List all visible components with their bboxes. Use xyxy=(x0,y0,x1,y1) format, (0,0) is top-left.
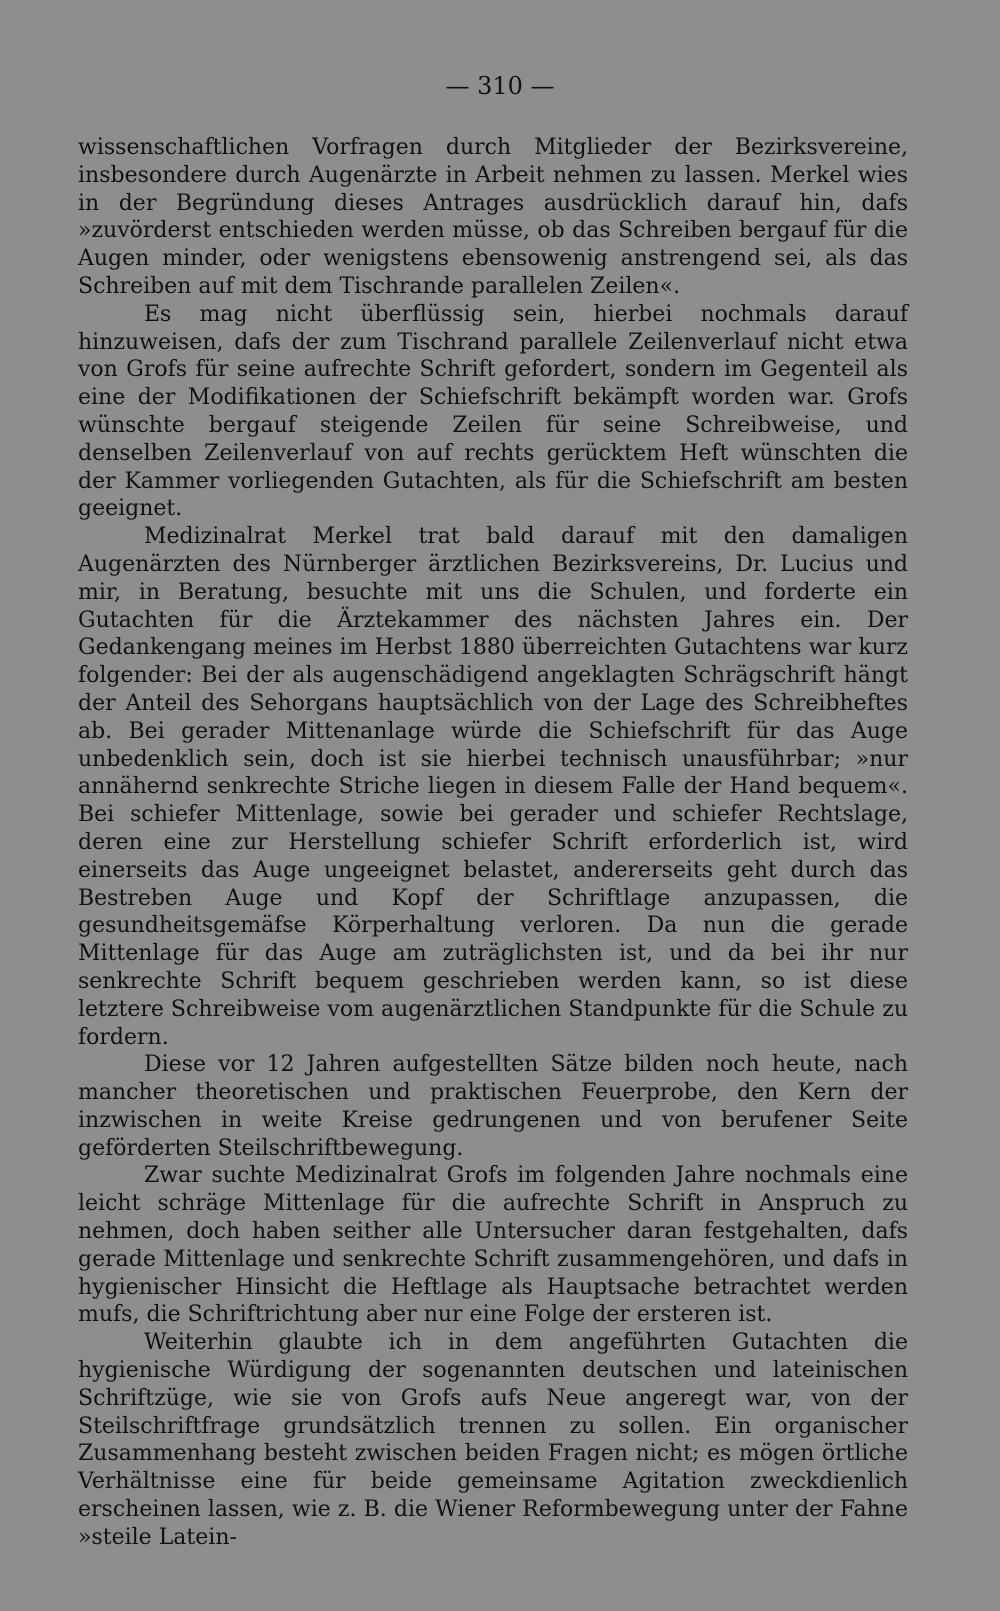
body-text xyxy=(78,134,908,1552)
paragraph: Medizinalrat Merkel trat bald darauf mit den damaligen Augenärzten des Nürnberger ärztlichen Bezirksvereins, Dr. Lucius und mir, in Beratung, besuchte mit uns die Schulen, und forderte ein Gutachten für die Ärztekammer des nächsten Jahres ein. Der Gedankengang meines im Herbst 1880 überreichten Gutachtens war kurz folgender: Bei der als augenschädigend angeklagten Schrägschrift hängt der Anteil des Sehorgans hauptsächlich von der Lage des Schreibheftes ab. Bei gerader Mittenanlage würde die Schiefschrift für das Auge unbedenklich sein, doch ist sie hierbei technisch unausführbar; »nur annähernd senkrechte Striche liegen in diesem Falle der Hand bequem«. Bei schiefer Mittenlage, sowie bei gerader und schiefer Rechtslage, deren eine zur Herstellung schiefer Schrift erforderlich ist, wird einerseits das Auge ungeeignet belastet, andererseits geht durch das Bestreben Auge und Kopf der Schriftlage anzupassen, die gesundheitsgemäfse Körperhaltung verloren. Da nun die gerade Mittenlage für das Auge am zuträglichsten ist, und da bei ihr nur senkrechte Schrift bequem geschrieben werden kann, so ist diese letztere Schreibweise vom augenärztlichen Standpunkte für die Schule zu fordern. xyxy=(78,524,908,1050)
paragraph: Diese vor 12 Jahren aufgestellten Sätze bilden noch heute, nach mancher theoretischen und praktischen Feuerprobe, den Kern der inzwischen in weite Kreise gedrungenen und von berufener Seite geförderten Steilschriftbewegung. xyxy=(78,1052,908,1161)
paragraph: Es mag nicht überflüssig sein, hierbei nochmals darauf hinzuweisen, dafs der zum Tischrand parallele Zeilenverlauf nicht etwa von Grofs für seine aufrechte Schrift gefordert, sondern im Gegenteil als eine der Modifikationen der Schiefschrift bekämpft worden war. Grofs wünschte bergauf steigende Zeilen für seine Schreibweise, und denselben Zeilenverlauf von auf rechts gerücktem Heft wünschten die der Kammer vorliegenden Gutachten, als für die Schiefschrift am besten geeignet. xyxy=(78,301,908,522)
page-number: — 310 — xyxy=(445,72,555,100)
paragraph: wissenschaftlichen Vorfragen durch Mitglieder der Bezirksvereine, insbesondere durch Augenärzte in Arbeit nehmen zu lassen. Merkel wies in der Begründung dieses Antrages ausdrücklich darauf hin, dafs »zuvörderst entschieden werden müsse, ob das Schreiben bergauf für die Augen minder, oder wenigstens ebensowenig anstrengend sei, als das Schreiben auf mit dem Tischrande parallelen Zeilen«. xyxy=(78,135,908,299)
paragraph: Weiterhin glaubte ich in dem angeführten Gutachten die hygienische Würdigung der sogenannten deutschen und lateinischen Schriftzüge, wie sie von Grofs aufs Neue angeregt war, von der Steilschriftfrage grundsätzlich trennen zu sollen. Ein organischer Zusammenhang besteht zwischen beiden Fragen nicht; es mögen örtliche Verhältnisse eine für beide gemeinsame Agitation zweckdienlich erscheinen lassen, wie z. B. die Wiener Reformbewegung unter der Fahne »steile Latein- xyxy=(78,1330,908,1550)
paragraph: Zwar suchte Medizinalrat Grofs im folgenden Jahre nochmals eine leicht schräge Mittenlage für die aufrechte Schrift in Anspruch zu nehmen, doch haben seither alle Untersucher daran festgehalten, dafs gerade Mittenlage und senkrechte Schrift zusammengehören, und dafs in hygienischer Hinsicht die Heftlage als Hauptsache betrachtet werden mufs, die Schriftrichtung aber nur eine Folge der ersteren ist. xyxy=(78,1163,908,1328)
